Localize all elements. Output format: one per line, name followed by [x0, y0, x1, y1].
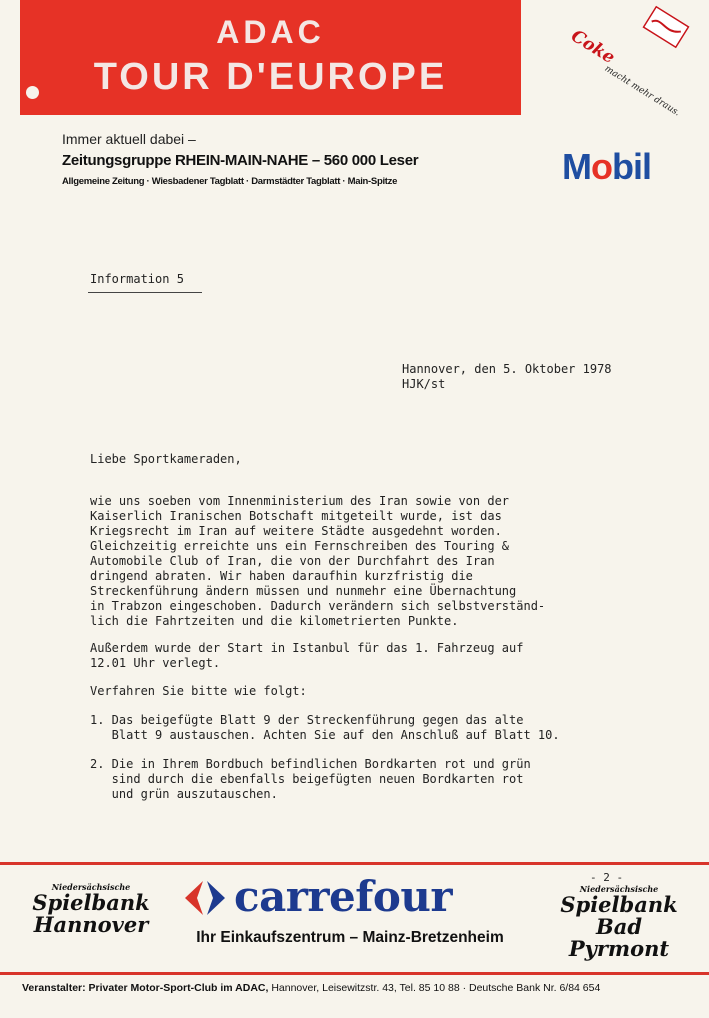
carrefour-logo-icon [181, 877, 229, 919]
mobil-logo-bil: bil [612, 146, 651, 187]
reference: HJK/st [402, 377, 446, 391]
adac-banner [20, 0, 521, 115]
paragraph-line: 12.01 Uhr verlegt. [90, 656, 221, 670]
banner-title-tour: TOUR D'EUROPE [93, 56, 448, 98]
paragraph-line: Gleichzeitig erreichte uns ein Fernschreiben des Touring & [90, 539, 510, 553]
spielbank-hannover-word: Spielbank [32, 890, 150, 915]
paragraph-line: lich die Fahrtzeiten und die kilometrierten Punkte. [90, 614, 459, 628]
paragraph-1 [90, 494, 680, 629]
list-line: 2. Die in Ihrem Bordbuch befindlichen Bordkarten rot und grün [90, 757, 531, 771]
paragraph-3: Verfahren Sie bitte wie folgt: [90, 684, 307, 698]
list-item-1 [90, 713, 680, 743]
mobil-logo-m: M [562, 146, 591, 187]
footer-divider-bottom [0, 972, 709, 975]
spielbank-pyrmont-city: Bad Pyrmont [568, 914, 670, 961]
footer-divider-top [0, 862, 709, 865]
spielbank-pyrmont-region: Niedersächsische [579, 884, 659, 894]
banner-title-adac: ADAC [216, 14, 325, 50]
coke-wordmark: Coke [567, 26, 619, 69]
sponsor-tagline: Immer aktuell dabei – [62, 131, 196, 147]
paragraph-line: dringend abraten. Wir haben daraufhin kurzfristig die [90, 569, 473, 583]
list-line: und grün auszutauschen. [90, 787, 278, 801]
paragraph-line: Außerdem wurde der Start in Istanbul für das 1. Fahrzeug auf [90, 641, 524, 655]
paragraph-line: Kriegsrecht im Iran auf weitere Städte ausgedehnt worden. [90, 524, 502, 538]
paragraph-line: Automobile Club of Iran, die von der Durchfahrt des Iran [90, 554, 495, 568]
organizer-line [22, 982, 600, 994]
coke-logo-area [567, 8, 703, 119]
paragraph-line: in Trabzon eingeschoben. Dadurch verändern sich selbstverständ- [90, 599, 546, 613]
sponsor-newspaper-group: Zeitungsgruppe RHEIN-MAIN-NAHE – 560 000 Leser [62, 152, 419, 169]
salutation: Liebe Sportkameraden, [90, 452, 242, 466]
spielbank-hannover-region: Niedersächsische [51, 882, 131, 892]
paragraph-line: Streckenführung ändern müssen und nunmehr eine Übernachtung [90, 584, 517, 598]
spielbank-hannover-logo [26, 882, 156, 936]
list-line: 1. Das beigefügte Blatt 9 der Streckenführung gegen das alte [90, 713, 524, 727]
paragraph-line: wie uns soeben vom Innenministerium des Iran sowie von der [90, 494, 510, 508]
organizer-details: Hannover, Leisewitzstr. 43, Tel. 85 10 88 · Deutsche Bank Nr. 6/84 654 [268, 982, 601, 994]
list-line: sind durch die ebenfalls beigefügten neuen Bordkarten rot [90, 772, 524, 786]
place-date: Hannover, den 5. Oktober 1978 [402, 362, 612, 376]
carrefour-wordmark: carrefour [234, 872, 453, 921]
spielbank-pyrmont-word: Spielbank [560, 892, 678, 917]
page-number: - 2 - [590, 871, 624, 884]
info-title: Information 5 [90, 272, 184, 286]
paragraph-2 [90, 641, 680, 671]
spielbank-pyrmont-logo [544, 884, 694, 960]
coke-slogan: macht mehr draus. [602, 64, 682, 119]
mobil-logo [562, 146, 651, 188]
list-item-2 [90, 757, 680, 802]
sponsor-newspapers: Allgemeine Zeitung · Wiesbadener Tagblatt · Darmstädter Tagblatt · Main-Spitze [62, 176, 398, 187]
paragraph-line: Kaiserlich Iranischen Botschaft mitgeteilt wurde, ist das [90, 509, 502, 523]
coca-cola-logo-icon [642, 5, 690, 48]
spielbank-hannover-city: Hannover [33, 912, 149, 937]
mobil-logo-o: o [591, 146, 612, 187]
carrefour-subtitle: Ihr Einkaufszentrum – Mainz-Bretzenheim [196, 929, 504, 946]
list-line: Blatt 9 austauschen. Achten Sie auf den Anschluß auf Blatt 10. [90, 728, 560, 742]
organizer-label: Veranstalter: Privater Motor-Sport-Club im ADAC, [22, 982, 269, 994]
punch-hole [26, 86, 39, 99]
info-title-underline [88, 292, 202, 293]
